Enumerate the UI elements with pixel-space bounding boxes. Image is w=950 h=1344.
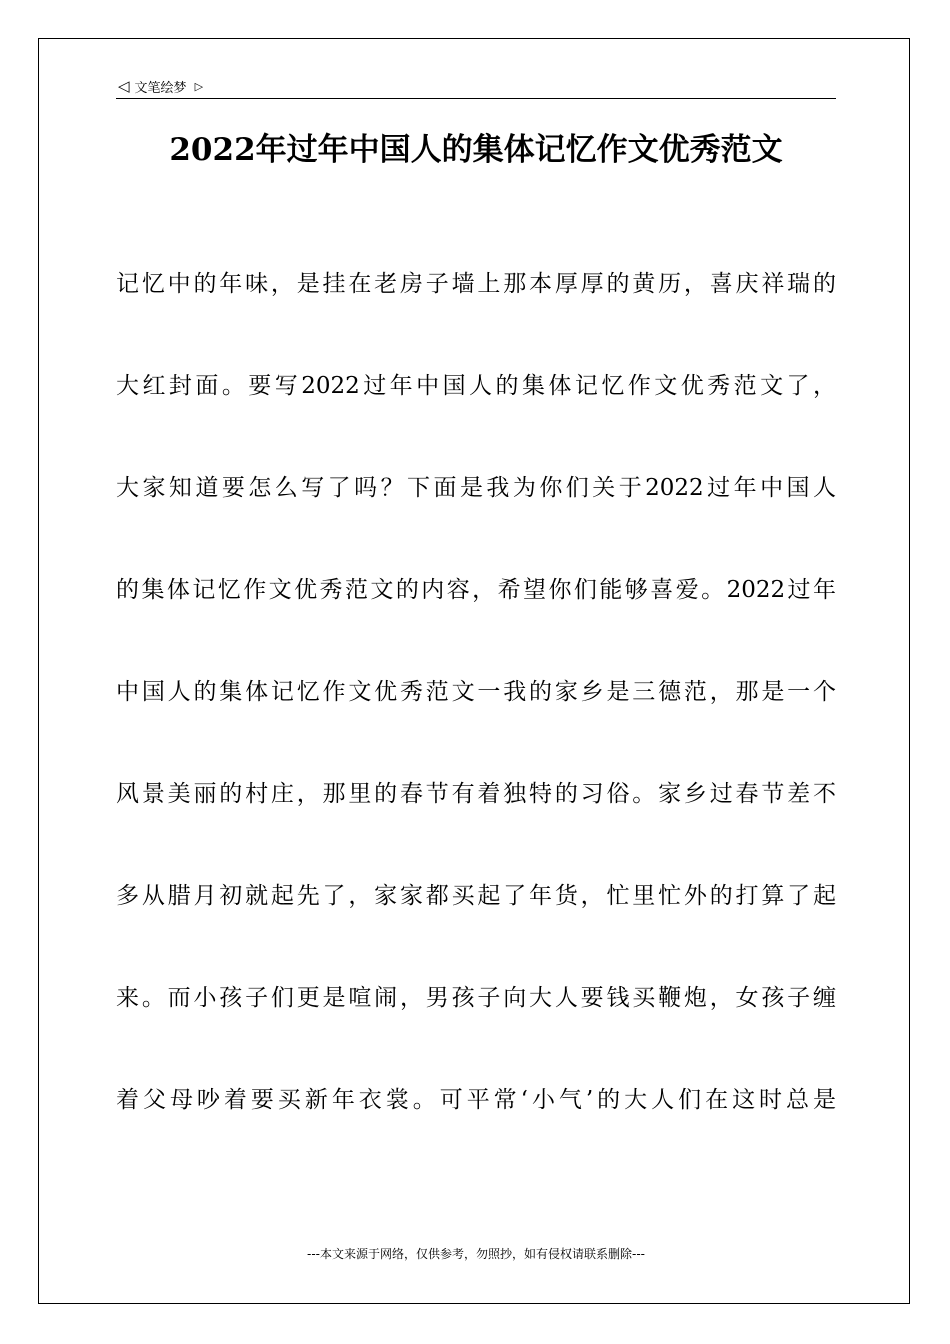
left-triangle-icon: ◁	[118, 76, 130, 95]
body-line: 来。而小孩子们更是喧闹，男孩子向大人要钱买鞭炮，女孩子缠	[116, 985, 836, 1011]
body-line: 大家知道要怎么写了吗？下面是我为你们关于2022过年中国人	[116, 475, 836, 501]
body-line: 着父母吵着要买新年衣裳。可平常‘小气’的大人们在这时总是	[116, 1087, 836, 1113]
body-line: 中国人的集体记忆作文优秀范文一我的家乡是三德范，那是一个	[116, 679, 836, 705]
body-line: 记忆中的年味，是挂在老房子墙上那本厚厚的黄历，喜庆祥瑞的	[116, 271, 836, 297]
document-body	[116, 264, 836, 1182]
footer-notice: ---本文来源于网络，仅供参考，勿照抄，如有侵权请联系删除---	[307, 1247, 645, 1261]
page-header	[118, 74, 834, 98]
site-name: 文笔绘梦	[134, 80, 187, 96]
document-title: 2022年过年中国人的集体记忆作文优秀范文	[169, 132, 783, 168]
body-line: 的集体记忆作文优秀范文的内容，希望你们能够喜爱。2022过年	[116, 577, 836, 603]
body-line: 多从腊月初就起先了，家家都买起了年货，忙里忙外的打算了起	[116, 883, 836, 909]
right-triangle-icon: ▷	[194, 79, 204, 93]
body-line: 风景美丽的村庄，那里的春节有着独特的习俗。家乡过春节差不	[116, 781, 836, 807]
header-divider	[116, 98, 836, 99]
body-line: 大红封面。要写2022过年中国人的集体记忆作文优秀范文了，	[116, 373, 836, 399]
